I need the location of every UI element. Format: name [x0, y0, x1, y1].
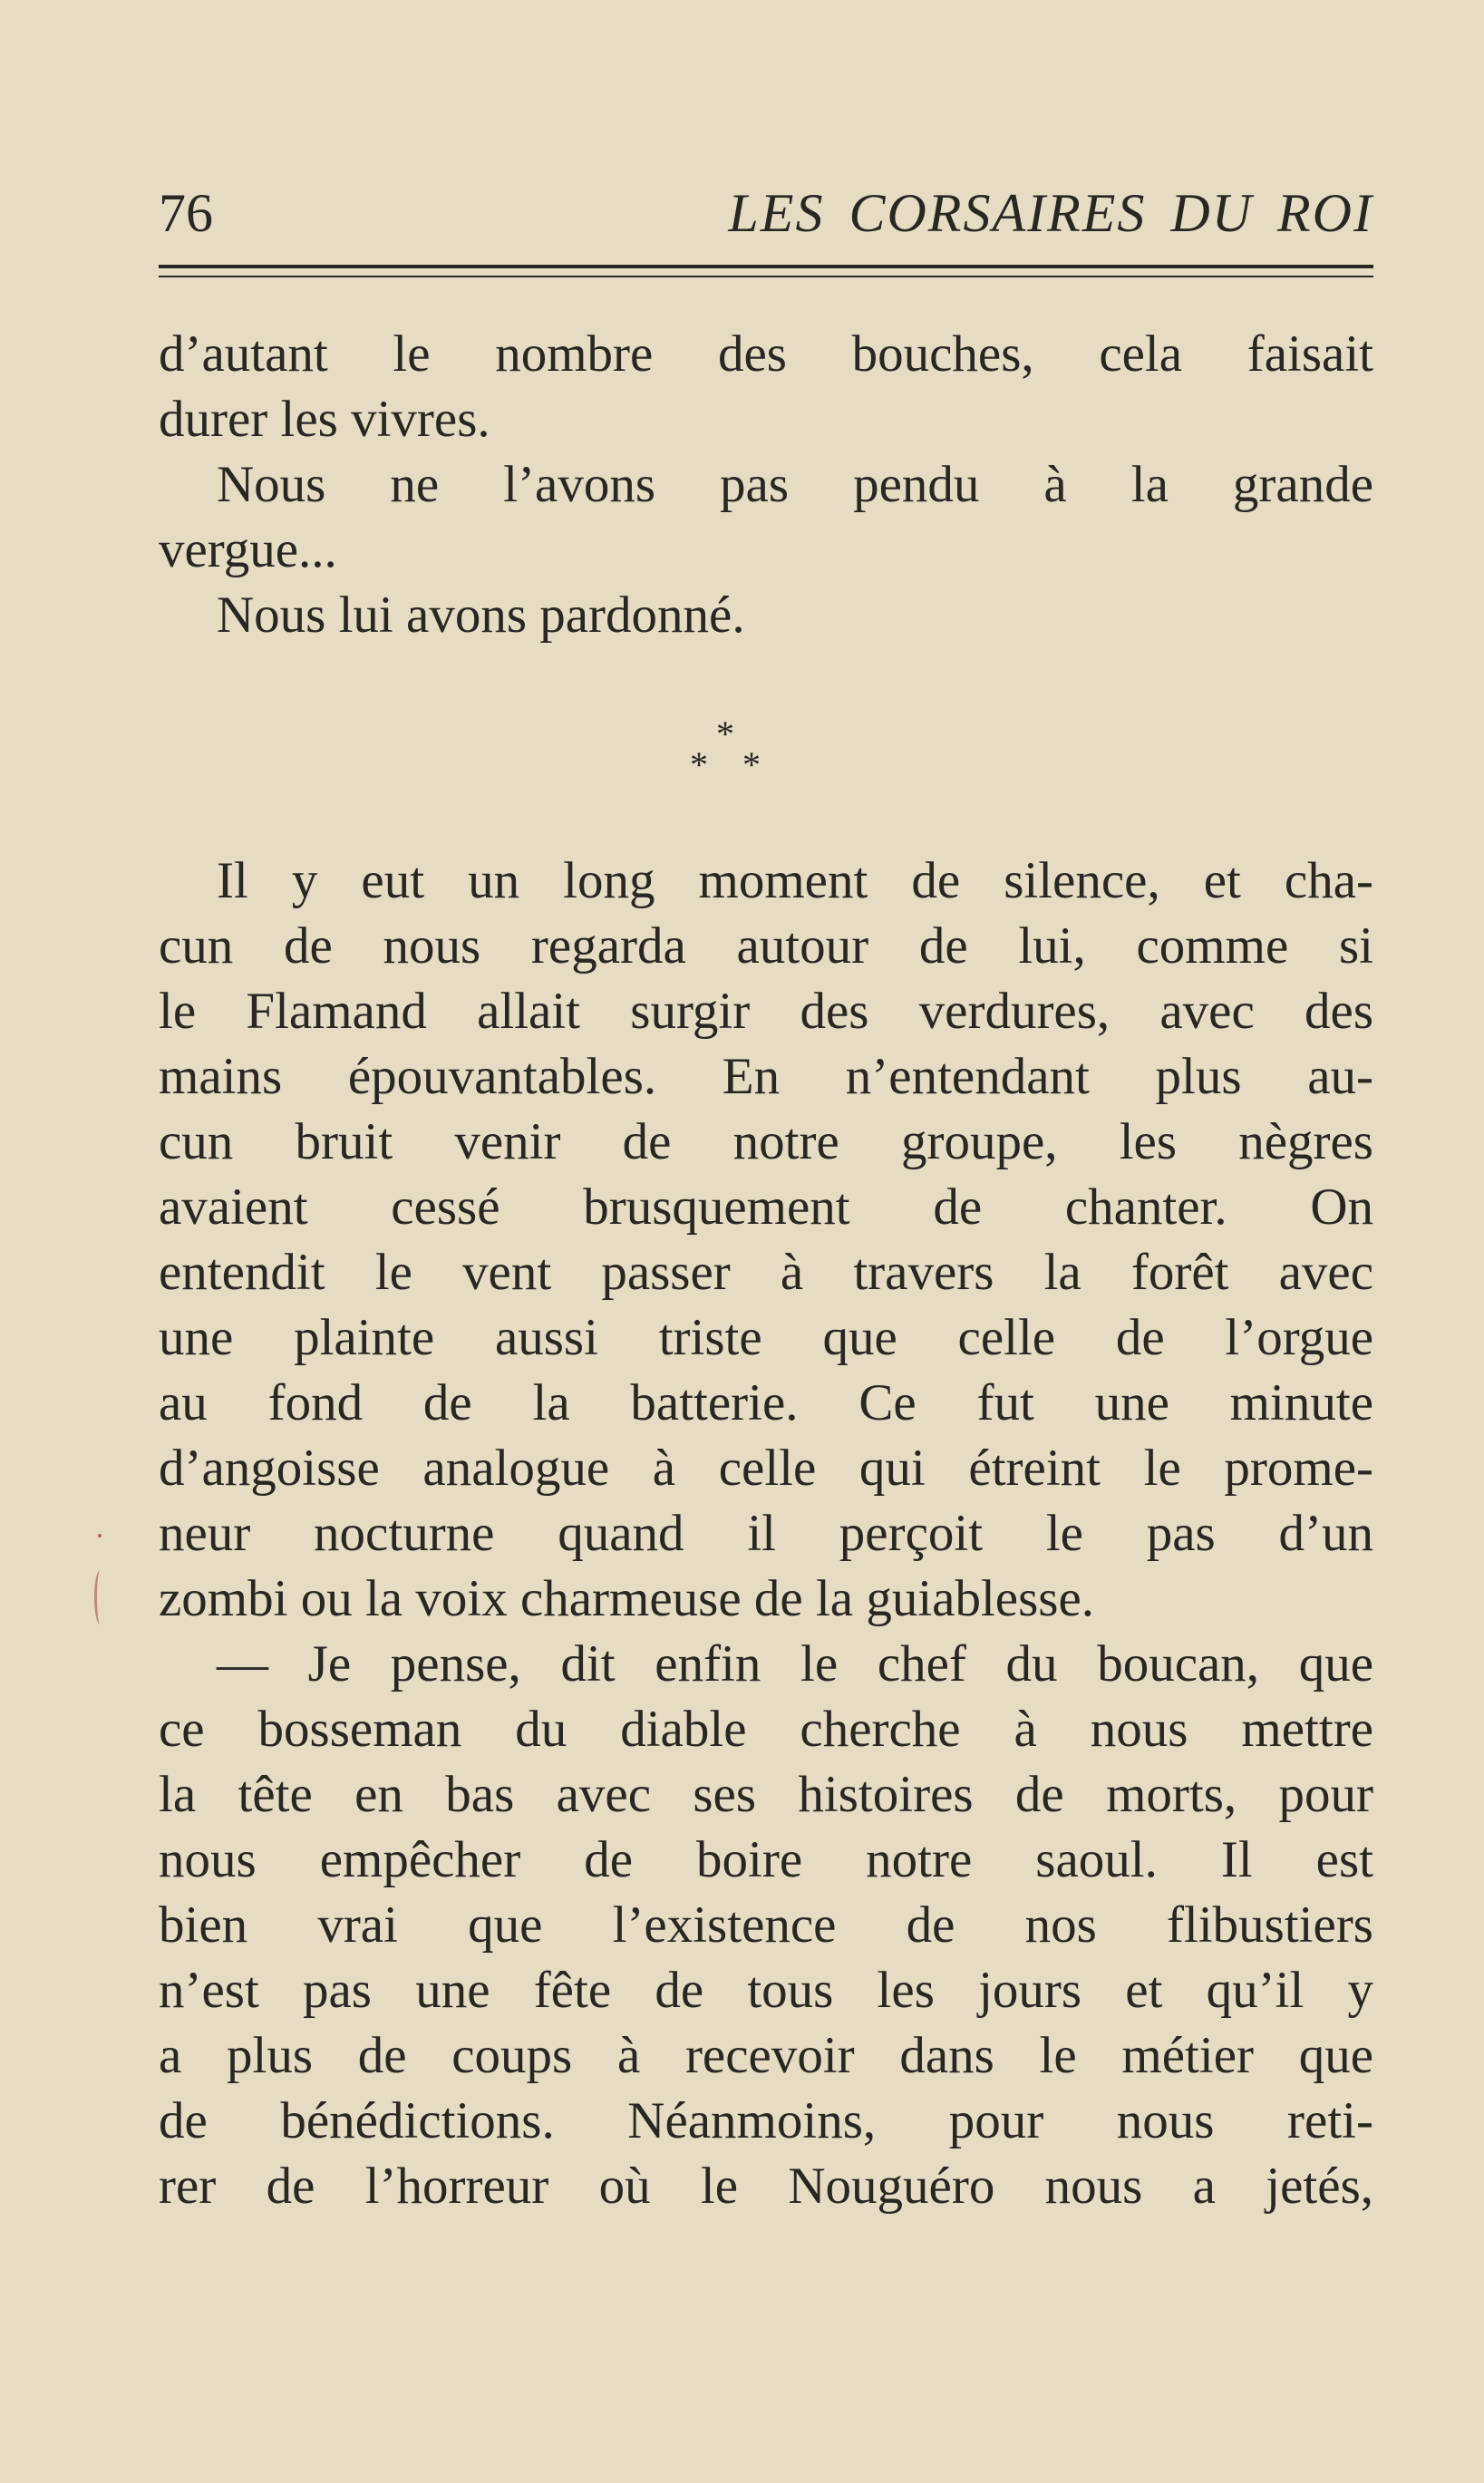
- header-rule-thick: [159, 265, 1373, 268]
- text-line: mains épouvantables. En n’entendant plus au-: [159, 1048, 1373, 1105]
- margin-pencil-bracket: [94, 1570, 106, 1625]
- text-line: n’est pas une fête de tous les jours et qu’il y: [159, 1962, 1373, 2019]
- text-line: de bénédictions. Néanmoins, pour nous reti-: [159, 2092, 1373, 2149]
- section-break-asterism: [671, 713, 780, 789]
- text-line: ce bosseman du diable cherche à nous mettre: [159, 1701, 1373, 1758]
- paragraph-block-1: [159, 322, 1373, 648]
- text-line: au fond de la batterie. Ce fut une minute: [159, 1374, 1373, 1431]
- text-line: Nous lui avons pardonné.: [217, 587, 745, 644]
- text-line: a plus de coups à recevoir dans le métier que: [159, 2027, 1373, 2084]
- text-line: le Flamand allait surgir des verdures, avec des: [159, 983, 1373, 1040]
- text-line: durer les vivres.: [159, 391, 490, 448]
- text-line: cun bruit venir de notre groupe, les nègres: [159, 1113, 1373, 1170]
- text-line: d’autant le nombre des bouches, cela faisait: [159, 325, 1373, 383]
- text-line: zombi ou la voix charmeuse de la guiablesse.: [159, 1570, 1095, 1627]
- text-line: d’angoisse analogue à celle qui étreint le prome-: [159, 1440, 1373, 1497]
- running-title: LES CORSAIRES DU ROI: [728, 183, 1373, 243]
- text-line: entendit le vent passer à travers la forêt avec: [159, 1244, 1373, 1301]
- text-line: vergue...: [159, 521, 337, 578]
- text-line: — Je pense, dit enfin le chef du boucan, que: [217, 1635, 1373, 1693]
- text-line: cun de nous regarda autour de lui, comme si: [159, 917, 1373, 975]
- margin-pencil-dot: [98, 1534, 102, 1537]
- text-line: la tête en bas avec ses histoires de morts, pour: [159, 1766, 1373, 1823]
- paragraph-block-2: [159, 849, 1373, 2219]
- page-number: 76: [159, 183, 213, 243]
- text-line: une plainte aussi triste que celle de l’orgue: [159, 1309, 1373, 1366]
- header-rule-thin: [159, 276, 1373, 277]
- text-line: Nous ne l’avons pas pendu à la grande: [217, 456, 1373, 513]
- text-line: nous empêcher de boire notre saoul. Il est: [159, 1831, 1373, 1888]
- text-line: bien vrai que l’existence de nos flibustiers: [159, 1896, 1373, 1954]
- text-line: Il y eut un long moment de silence, et cha-: [217, 852, 1373, 909]
- asterism-top-star: *: [716, 713, 734, 754]
- page-header: [159, 181, 1373, 245]
- asterism-bottom-stars: * *: [690, 744, 773, 785]
- text-line: avaient cessé brusquement de chanter. On: [159, 1178, 1373, 1236]
- text-line: rer de l’horreur où le Nouguéro nous a jetés,: [159, 2158, 1373, 2215]
- text-line: neur nocturne quand il perçoit le pas d’un: [159, 1505, 1373, 1562]
